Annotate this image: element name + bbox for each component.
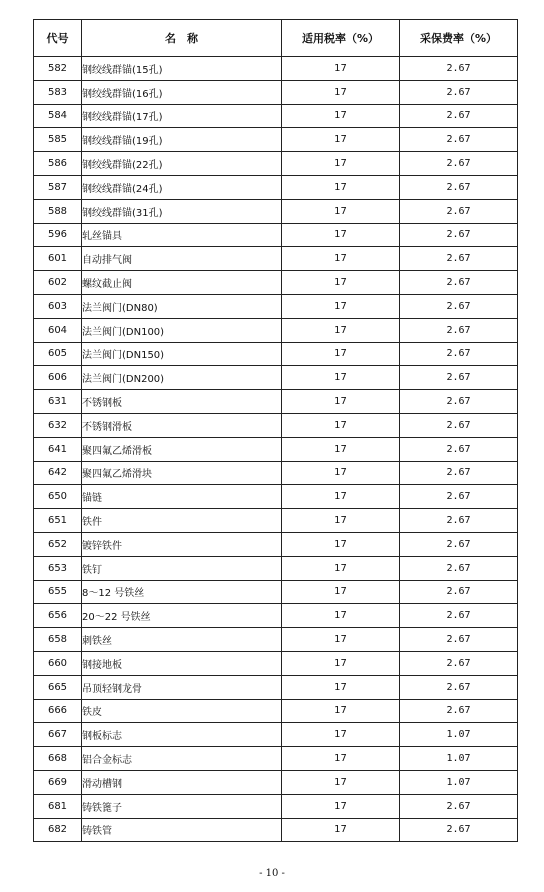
cell-name: 钢绞线群锚(22孔) <box>82 152 282 176</box>
table-row <box>34 580 518 604</box>
cell-fee-rate: 2.67 <box>400 247 518 271</box>
cell-tax-rate: 17 <box>282 794 400 818</box>
cell-fee-rate: 2.67 <box>400 318 518 342</box>
cell-tax-rate: 17 <box>282 485 400 509</box>
cell-code: 669 <box>34 770 82 794</box>
cell-code: 641 <box>34 437 82 461</box>
cell-tax-rate: 17 <box>282 628 400 652</box>
cell-code: 666 <box>34 699 82 723</box>
table-row <box>34 104 518 128</box>
cell-fee-rate: 2.67 <box>400 104 518 128</box>
cell-tax-rate: 17 <box>282 342 400 366</box>
cell-tax-rate: 17 <box>282 128 400 152</box>
table-row <box>34 532 518 556</box>
cell-code: 653 <box>34 556 82 580</box>
header-code: 代号 <box>34 20 82 57</box>
cell-name: 不锈钢板 <box>82 390 282 414</box>
table-row <box>34 80 518 104</box>
cell-fee-rate: 2.67 <box>400 199 518 223</box>
table-row <box>34 413 518 437</box>
cell-code: 586 <box>34 152 82 176</box>
cell-tax-rate: 17 <box>282 223 400 247</box>
cell-name: 钢板标志 <box>82 723 282 747</box>
table-row <box>34 366 518 390</box>
cell-tax-rate: 17 <box>282 152 400 176</box>
table-row <box>34 604 518 628</box>
cell-fee-rate: 1.07 <box>400 747 518 771</box>
table-row <box>34 437 518 461</box>
cell-fee-rate: 2.67 <box>400 271 518 295</box>
cell-code: 606 <box>34 366 82 390</box>
cell-name: 法兰阀门(DN80) <box>82 294 282 318</box>
cell-fee-rate: 2.67 <box>400 128 518 152</box>
cell-code: 587 <box>34 175 82 199</box>
cell-code: 583 <box>34 80 82 104</box>
cell-tax-rate: 17 <box>282 580 400 604</box>
cell-fee-rate: 1.07 <box>400 770 518 794</box>
cell-fee-rate: 2.67 <box>400 461 518 485</box>
cell-code: 650 <box>34 485 82 509</box>
table-row <box>34 223 518 247</box>
cell-name: 钢绞线群锚(17孔) <box>82 104 282 128</box>
cell-fee-rate: 1.07 <box>400 723 518 747</box>
cell-name: 镀锌铁件 <box>82 532 282 556</box>
cell-name: 不锈钢滑板 <box>82 413 282 437</box>
cell-name: 20～22 号铁丝 <box>82 604 282 628</box>
cell-code: 632 <box>34 413 82 437</box>
cell-code: 681 <box>34 794 82 818</box>
cell-code: 605 <box>34 342 82 366</box>
cell-code: 651 <box>34 509 82 533</box>
header-tax-rate: 适用税率（%） <box>282 20 400 57</box>
cell-fee-rate: 2.67 <box>400 651 518 675</box>
cell-tax-rate: 17 <box>282 723 400 747</box>
cell-code: 631 <box>34 390 82 414</box>
cell-tax-rate: 17 <box>282 747 400 771</box>
cell-code: 656 <box>34 604 82 628</box>
cell-tax-rate: 17 <box>282 413 400 437</box>
cell-code: 655 <box>34 580 82 604</box>
cell-tax-rate: 17 <box>282 604 400 628</box>
table-row <box>34 651 518 675</box>
cell-fee-rate: 2.67 <box>400 175 518 199</box>
cell-fee-rate: 2.67 <box>400 223 518 247</box>
cell-code: 658 <box>34 628 82 652</box>
cell-fee-rate: 2.67 <box>400 366 518 390</box>
cell-code: 582 <box>34 57 82 81</box>
cell-fee-rate: 2.67 <box>400 818 518 842</box>
cell-name: 钢绞线群锚(24孔) <box>82 175 282 199</box>
cell-name: 聚四氟乙烯滑板 <box>82 437 282 461</box>
table-row <box>34 461 518 485</box>
cell-name: 法兰阀门(DN200) <box>82 366 282 390</box>
cell-tax-rate: 17 <box>282 80 400 104</box>
cell-tax-rate: 17 <box>282 294 400 318</box>
table-row <box>34 509 518 533</box>
cell-fee-rate: 2.67 <box>400 699 518 723</box>
cell-code: 604 <box>34 318 82 342</box>
cell-name: 钢绞线群锚(16孔) <box>82 80 282 104</box>
cell-code: 665 <box>34 675 82 699</box>
cell-code: 602 <box>34 271 82 295</box>
cell-name: 铁件 <box>82 509 282 533</box>
cell-name: 8～12 号铁丝 <box>82 580 282 604</box>
table-row <box>34 247 518 271</box>
cell-name: 法兰阀门(DN150) <box>82 342 282 366</box>
cell-name: 铁皮 <box>82 699 282 723</box>
cell-code: 588 <box>34 199 82 223</box>
cell-name: 自动排气阀 <box>82 247 282 271</box>
cell-code: 660 <box>34 651 82 675</box>
table-row <box>34 199 518 223</box>
cell-name: 轧丝锚具 <box>82 223 282 247</box>
cell-name: 钢绞线群锚(19孔) <box>82 128 282 152</box>
cell-fee-rate: 2.67 <box>400 604 518 628</box>
cell-name: 钢绞线群锚(15孔) <box>82 57 282 81</box>
table-row <box>34 723 518 747</box>
page-number: - 10 - <box>259 868 285 879</box>
cell-fee-rate: 2.67 <box>400 152 518 176</box>
cell-name: 聚四氟乙烯滑块 <box>82 461 282 485</box>
cell-fee-rate: 2.67 <box>400 342 518 366</box>
cell-name: 螺纹截止阀 <box>82 271 282 295</box>
cell-fee-rate: 2.67 <box>400 509 518 533</box>
cell-name: 铸铁篦子 <box>82 794 282 818</box>
cell-tax-rate: 17 <box>282 532 400 556</box>
cell-tax-rate: 17 <box>282 699 400 723</box>
cell-fee-rate: 2.67 <box>400 437 518 461</box>
cell-name: 钢接地板 <box>82 651 282 675</box>
cell-tax-rate: 17 <box>282 366 400 390</box>
table-row <box>34 818 518 842</box>
cell-code: 601 <box>34 247 82 271</box>
cell-tax-rate: 17 <box>282 175 400 199</box>
cell-tax-rate: 17 <box>282 57 400 81</box>
table-row <box>34 57 518 81</box>
table-row <box>34 675 518 699</box>
cell-fee-rate: 2.67 <box>400 294 518 318</box>
cell-tax-rate: 17 <box>282 437 400 461</box>
table-row <box>34 485 518 509</box>
table-row <box>34 175 518 199</box>
table-row <box>34 556 518 580</box>
cell-code: 603 <box>34 294 82 318</box>
cell-name: 钢绞线群锚(31孔) <box>82 199 282 223</box>
table-row <box>34 390 518 414</box>
cell-code: 642 <box>34 461 82 485</box>
cell-name: 滑动槽钢 <box>82 770 282 794</box>
cell-name: 铸铁管 <box>82 818 282 842</box>
cell-tax-rate: 17 <box>282 770 400 794</box>
table-row <box>34 271 518 295</box>
table-row <box>34 770 518 794</box>
table-row <box>34 628 518 652</box>
cell-fee-rate: 2.67 <box>400 57 518 81</box>
cell-code: 585 <box>34 128 82 152</box>
cell-fee-rate: 2.67 <box>400 556 518 580</box>
header-fee-rate: 采保费率（%） <box>400 20 518 57</box>
cell-tax-rate: 17 <box>282 651 400 675</box>
cell-name: 铝合金标志 <box>82 747 282 771</box>
table-row <box>34 342 518 366</box>
table-row <box>34 318 518 342</box>
table-body <box>34 57 518 842</box>
cell-fee-rate: 2.67 <box>400 675 518 699</box>
cell-tax-rate: 17 <box>282 199 400 223</box>
cell-name: 锚链 <box>82 485 282 509</box>
cell-code: 667 <box>34 723 82 747</box>
cell-fee-rate: 2.67 <box>400 580 518 604</box>
cell-name: 法兰阀门(DN100) <box>82 318 282 342</box>
cell-name: 刺铁丝 <box>82 628 282 652</box>
cell-tax-rate: 17 <box>282 247 400 271</box>
cell-tax-rate: 17 <box>282 271 400 295</box>
cell-code: 596 <box>34 223 82 247</box>
cell-name: 铁钉 <box>82 556 282 580</box>
cell-tax-rate: 17 <box>282 318 400 342</box>
cell-code: 584 <box>34 104 82 128</box>
cell-fee-rate: 2.67 <box>400 80 518 104</box>
cell-fee-rate: 2.67 <box>400 390 518 414</box>
cell-fee-rate: 2.67 <box>400 794 518 818</box>
cell-tax-rate: 17 <box>282 556 400 580</box>
cell-code: 682 <box>34 818 82 842</box>
cell-fee-rate: 2.67 <box>400 628 518 652</box>
cell-fee-rate: 2.67 <box>400 532 518 556</box>
cell-tax-rate: 17 <box>282 818 400 842</box>
cell-fee-rate: 2.67 <box>400 413 518 437</box>
cell-tax-rate: 17 <box>282 390 400 414</box>
table-row <box>34 699 518 723</box>
table-row <box>34 294 518 318</box>
cell-code: 668 <box>34 747 82 771</box>
cell-fee-rate: 2.67 <box>400 485 518 509</box>
table-row <box>34 128 518 152</box>
table-row <box>34 794 518 818</box>
table-row <box>34 747 518 771</box>
header-row <box>34 20 518 57</box>
rate-table <box>33 19 518 842</box>
cell-tax-rate: 17 <box>282 104 400 128</box>
cell-tax-rate: 17 <box>282 461 400 485</box>
header-name: 名 称 <box>82 20 282 57</box>
cell-name: 吊顶轻钢龙骨 <box>82 675 282 699</box>
cell-tax-rate: 17 <box>282 675 400 699</box>
cell-code: 652 <box>34 532 82 556</box>
table-row <box>34 152 518 176</box>
cell-tax-rate: 17 <box>282 509 400 533</box>
